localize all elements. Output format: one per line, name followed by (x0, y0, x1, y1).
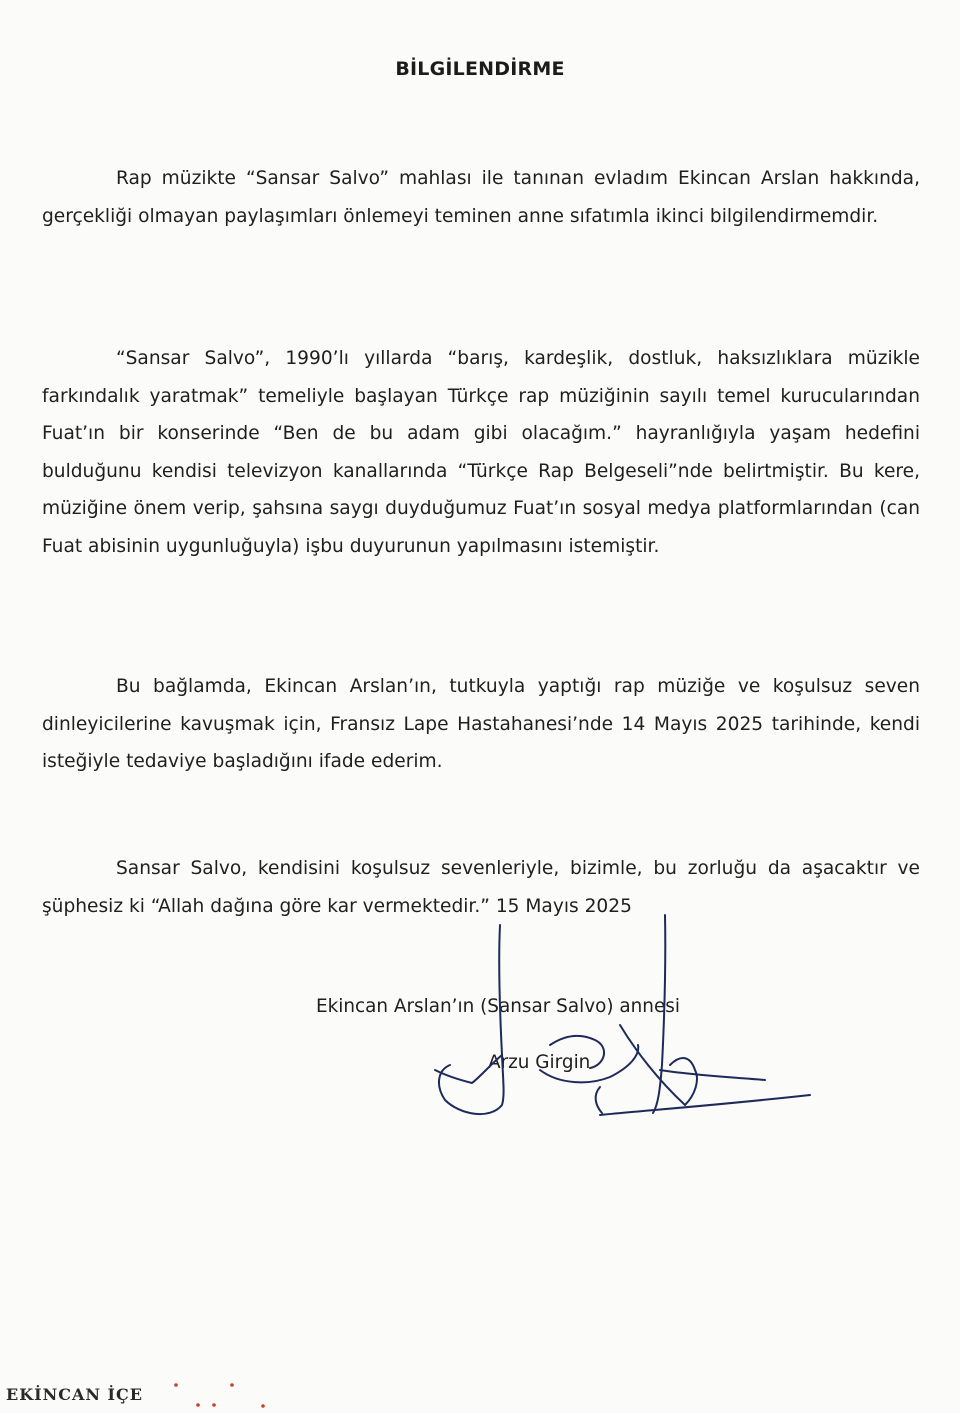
paragraph-4-text: Sansar Salvo, kendisini koşulsuz sevenleriyle, bizimle, bu zorluğu da aşacaktır ve şüphesiz ki “Allah dağına göre kar vermektedir.” 15 Mayıs 2025 (42, 858, 920, 917)
red-dots-mark (170, 1378, 280, 1408)
footer-mark: EKİNCAN İÇE (6, 1385, 143, 1404)
handwritten-signature (390, 905, 830, 1135)
signature-caption: Ekincan Arslan’ın (Sansar Salvo) annesi (316, 996, 680, 1017)
paragraph-3 (42, 668, 920, 781)
signer-name: Arzu Girgin (488, 1052, 591, 1073)
paragraph-2-text: “Sansar Salvo”, 1990’lı yıllarda “barış, kardeşlik, dostluk, haksızlıklara müzikle farkındalık yaratmak” temeliyle başlayan Türkçe rap müziğinin sayılı temel kurucularından Fuat’ın bir konserinde “Ben de bu adam gibi olacağım.” hayranlığıyla yaşam hedefini bulduğunu kendisi televizyon kanallarında “Türkçe Rap Belgeseli”nde belirtmiştir. Bu kere, müziğine önem verip, şahsına saygı duyduğumuz Fuat’ın sosyal medya platformlarından (can Fuat abisinin uygunluğuyla) işbu duyurunun yapılmasını istemiştir. (42, 348, 920, 557)
paragraph-2 (42, 340, 920, 565)
paragraph-1 (42, 160, 920, 235)
paragraph-3-text: Bu bağlamda, Ekincan Arslan’ın, tutkuyla yaptığı rap müziğe ve koşulsuz seven dinleyicilerine kavuşmak için, Fransız Lape Hastahanesi’nde 14 Mayıs 2025 tarihinde, kendi isteğiyle tedaviye başladığını ifade ederim. (42, 676, 920, 772)
document-title: BİLGİLENDİRME (395, 58, 565, 80)
paragraph-1-text: Rap müzikte “Sansar Salvo” mahlası ile tanınan evladım Ekincan Arslan hakkında, gerçekliği olmayan paylaşımları önlemeyi teminen anne sıfatımla ikinci bilgilendirmemdir. (42, 168, 920, 227)
